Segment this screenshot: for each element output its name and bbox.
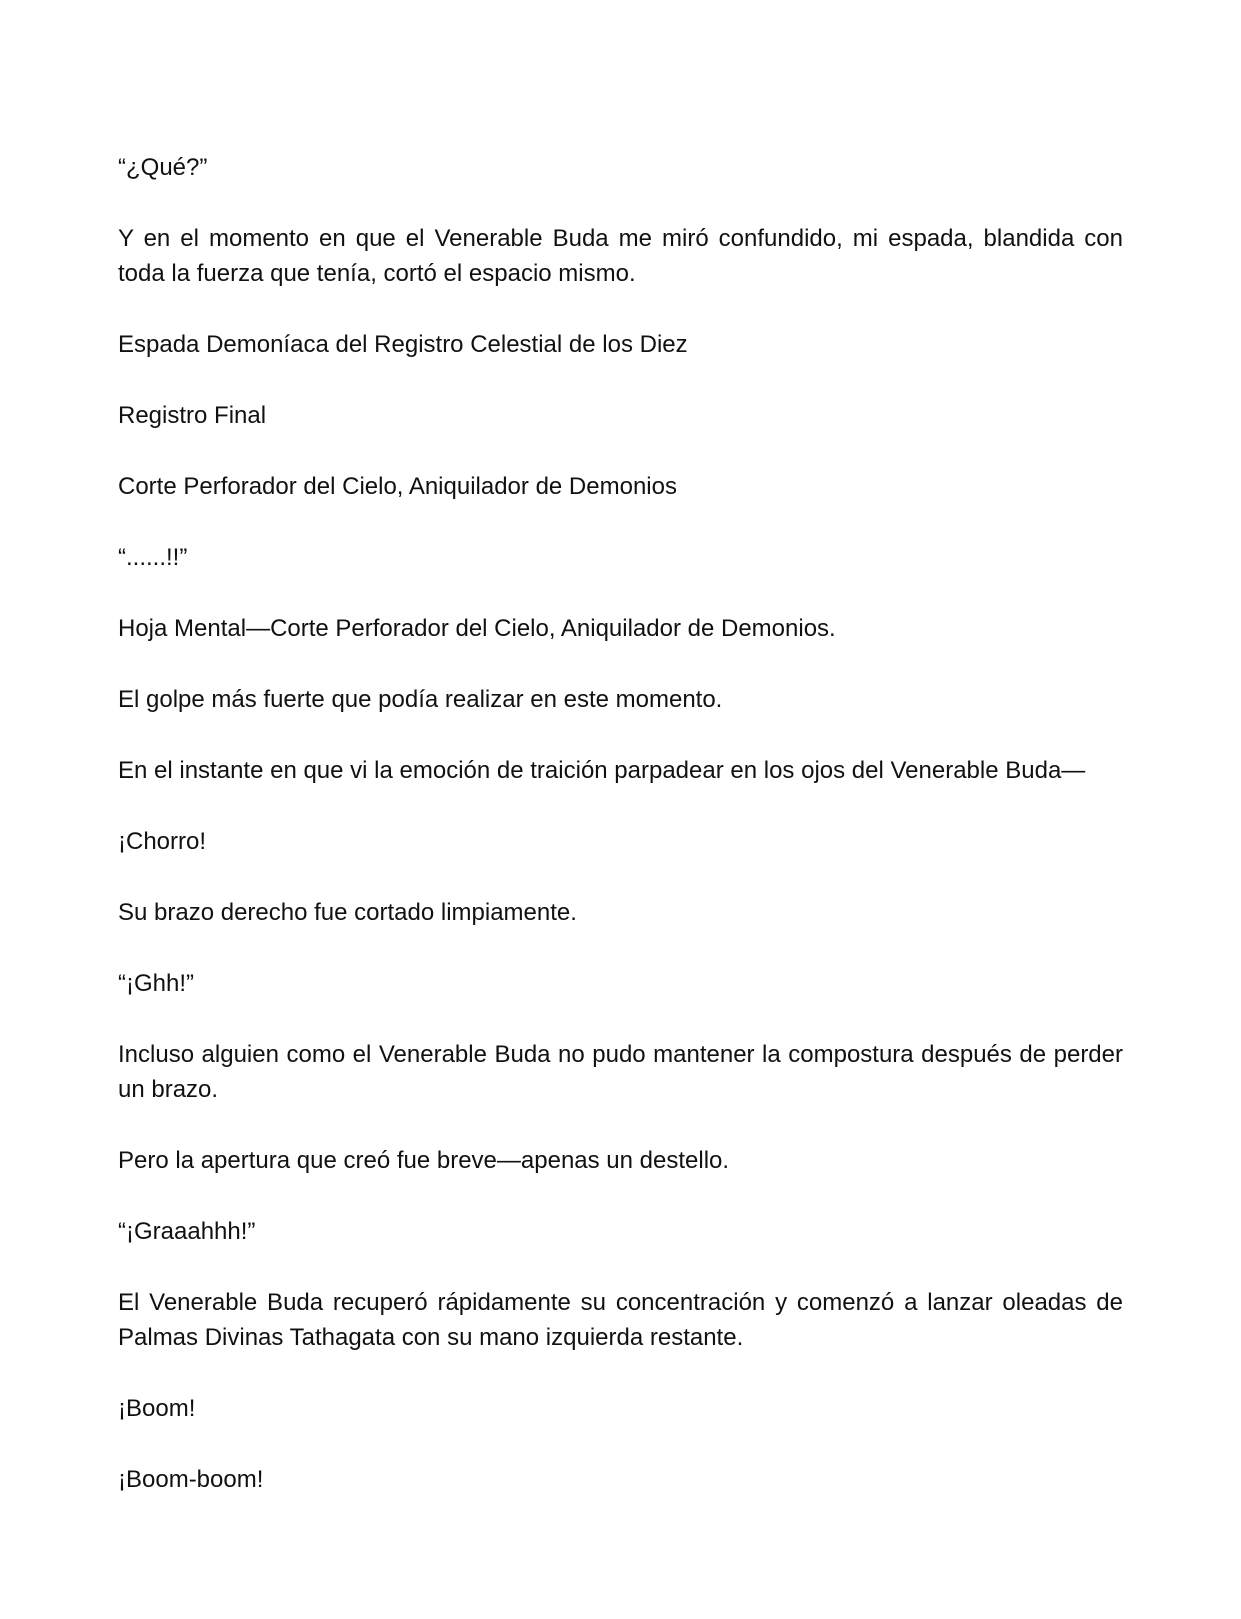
paragraph-ghh: “¡Ghh!”: [118, 970, 195, 997]
paragraph-boom: ¡Boom!: [118, 1395, 196, 1422]
paragraph-final-record: Registro Final: [118, 402, 267, 429]
paragraph-technique-cut: Corte Perforador del Cielo, Aniquilador de Demonios: [118, 473, 677, 500]
paragraph-boom-boom: ¡Boom-boom!: [118, 1466, 264, 1493]
paragraph-opening: Pero la apertura que creó fue breve—apenas un destello.: [118, 1147, 730, 1174]
paragraph-mental-blade: Hoja Mental—Corte Perforador del Cielo, Aniquilador de Demonios.: [118, 615, 836, 642]
paragraph-chorro: ¡Chorro!: [118, 828, 207, 855]
paragraph-exclamation: “......!!”: [118, 544, 188, 571]
paragraph-betrayal: En el instante en que vi la emoción de traición parpadear en los ojos del Venerable Buda—: [118, 757, 1086, 784]
paragraph-sword-cut: Y en el momento en que el Venerable Buda me miró confundido, mi espada, blandida con toda la fuerza que tenía, cortó el espacio mismo.: [118, 225, 1123, 287]
paragraph-divine-palms: El Venerable Buda recuperó rápidamente su concentración y comenzó a lanzar oleadas de Palmas Divinas Tathagata con su mano izquierda restante.: [118, 1289, 1123, 1351]
document-page: [118, 150, 1123, 1533]
paragraph-arm-cut: Su brazo derecho fue cortado limpiamente.: [118, 899, 577, 926]
paragraph-technique-name: Espada Demoníaca del Registro Celestial de los Diez: [118, 331, 688, 358]
paragraph-graaahhh: “¡Graaahhh!”: [118, 1218, 256, 1245]
paragraph-strongest-strike: El golpe más fuerte que podía realizar en este momento.: [118, 686, 723, 713]
paragraph-composure: Incluso alguien como el Venerable Buda no pudo mantener la compostura después de perder un brazo.: [118, 1041, 1123, 1103]
paragraph-que: “¿Qué?”: [118, 154, 208, 181]
